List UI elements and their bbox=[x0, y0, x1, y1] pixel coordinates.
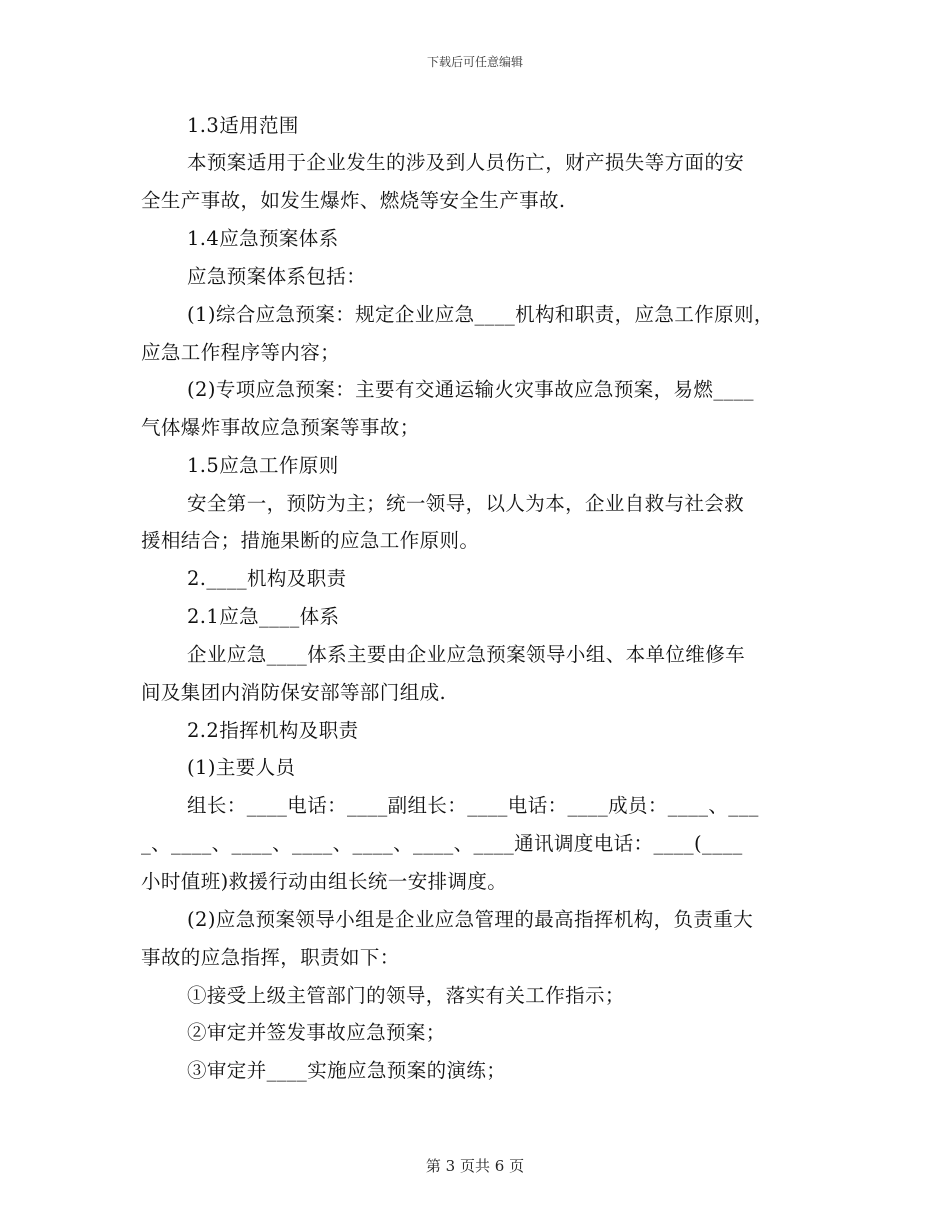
page-footer: 第 3 页共 6 页 bbox=[425, 1157, 525, 1175]
paragraph-line: 气体爆炸事故应急预案等事故； bbox=[141, 416, 420, 439]
paragraph-line: 小时值班)救援行动由组长统一安排调度。 bbox=[141, 870, 508, 893]
paragraph-line: 全生产事故，如发生爆炸、燃烧等安全生产事故. bbox=[141, 189, 566, 212]
list-item-circled-3: ③审定并____实施应急预案的演练； bbox=[187, 1059, 507, 1082]
paragraph-line: 应急工作程序等内容； bbox=[141, 341, 341, 364]
list-item-circled-2: ②审定并签发事故应急预案； bbox=[187, 1021, 446, 1044]
section-heading-2-2: 2.2指挥机构及职责 bbox=[187, 719, 359, 742]
section-heading-1-4: 1.4应急预案体系 bbox=[187, 227, 339, 250]
paragraph-line: 企业应急____体系主要由企业应急预案领导小组、本单位维修车 bbox=[187, 643, 746, 666]
page-header: 下载后可任意编辑 bbox=[426, 55, 523, 69]
list-item-2: (2)应急预案领导小组是企业应急管理的最高指挥机构，负责重大 bbox=[187, 908, 754, 931]
paragraph-line: 间及集团内消防保安部等部门组成. bbox=[141, 681, 447, 704]
section-heading-2-1: 2.1应急____体系 bbox=[187, 605, 340, 628]
list-item-2: (2)专项应急预案：主要有交通运输火灾事故应急预案，易燃____ bbox=[187, 378, 754, 401]
paragraph-line: 安全第一，预防为主；统一领导，以人为本，企业自救与社会救 bbox=[187, 492, 745, 515]
list-item-1: (1)综合应急预案：规定企业应急____机构和职责，应急工作原则， bbox=[187, 303, 774, 326]
paragraph-line: 本预案适用于企业发生的涉及到人员伤亡，财产损失等方面的安 bbox=[187, 151, 745, 174]
paragraph-line: 组长：____电话：____副组长：____电话：____成员：____、___ bbox=[187, 794, 759, 817]
list-item-circled-1: ①接受上级主管部门的领导，落实有关工作指示； bbox=[187, 984, 625, 1007]
list-item-1: (1)主要人员 bbox=[187, 756, 296, 779]
paragraph-line: 援相结合；措施果断的应急工作原则。 bbox=[141, 529, 480, 552]
section-heading-2: 2.____机构及职责 bbox=[187, 567, 347, 590]
section-heading-1-3: 1.3适用范围 bbox=[187, 114, 299, 137]
paragraph-line: _、____、____、____、____、____、____通讯调度电话：____(____ bbox=[141, 832, 743, 855]
section-heading-1-5: 1.5应急工作原则 bbox=[187, 454, 339, 477]
paragraph-line: 应急预案体系包括： bbox=[187, 265, 367, 288]
paragraph-line: 事故的应急指挥，职责如下： bbox=[141, 946, 400, 969]
